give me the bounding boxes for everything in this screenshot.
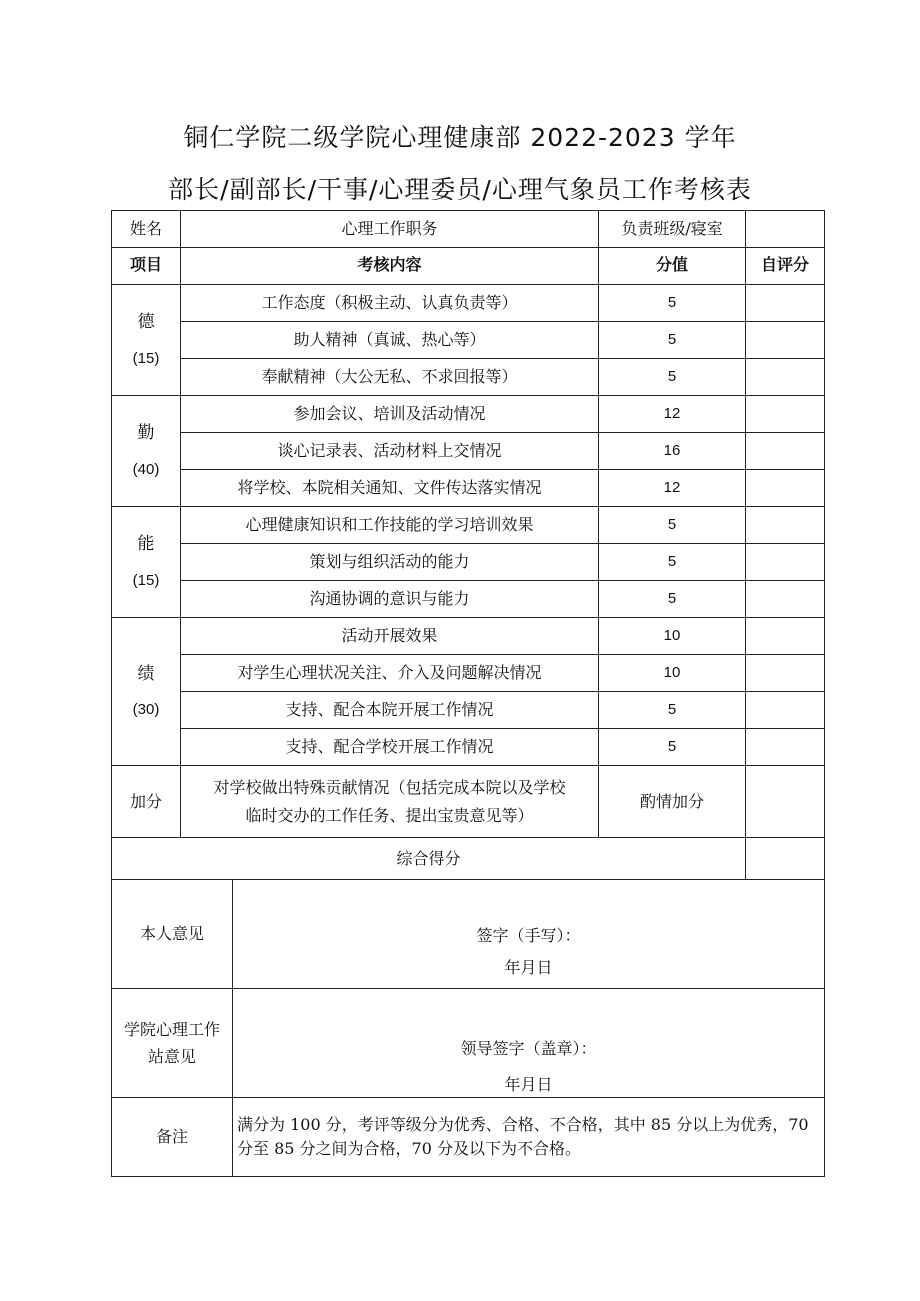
assessment-item: 活动开展效果 (181, 618, 599, 655)
category-name: 绩 (137, 663, 155, 684)
total-score-cell[interactable] (746, 838, 825, 880)
self-opinion-field[interactable] (233, 880, 825, 989)
header-score: 分值 (599, 248, 746, 285)
self-sign-label: 签字（手写）： (476, 926, 581, 945)
self-score-cell[interactable] (746, 322, 825, 359)
self-score-cell[interactable] (746, 507, 825, 544)
item-score: 5 (599, 359, 746, 396)
class-dorm-label: 负责班级/寝室 (599, 211, 746, 248)
item-score: 5 (599, 285, 746, 322)
category-weight: (15) (132, 349, 160, 367)
item-score: 16 (599, 433, 746, 470)
self-score-cell[interactable] (746, 655, 825, 692)
assessment-item: 参加会议、培训及活动情况 (181, 396, 599, 433)
name-label: 姓名 (112, 211, 181, 248)
self-score-cell[interactable] (746, 359, 825, 396)
position-label: 心理工作职务 (181, 211, 599, 248)
leader-sign-label: 领导签字（盖章）： (460, 1039, 597, 1058)
assessment-item: 支持、配合本院开展工作情况 (181, 692, 599, 729)
self-score-cell[interactable] (746, 433, 825, 470)
item-score: 5 (599, 322, 746, 359)
form-title-line2: 部长/副部长/干事/心理委员/心理气象员工作考核表 (168, 175, 752, 204)
category-qin (112, 396, 181, 507)
assessment-item: 将学校、本院相关通知、文件传达落实情况 (181, 470, 599, 507)
category-weight: (40) (132, 460, 160, 478)
station-opinion-label (112, 989, 233, 1098)
total-score-label: 综合得分 (112, 838, 746, 880)
remarks-label: 备注 (112, 1098, 233, 1177)
category-name: 德 (137, 312, 155, 333)
self-score-cell[interactable] (746, 544, 825, 581)
leader-sign-date: 年月日 (504, 1075, 553, 1094)
bonus-line2: 临时交办的工作任务、提出宝贵意见等） (245, 805, 534, 825)
header-self-score: 自评分 (746, 248, 825, 285)
assessment-item: 谈心记录表、活动材料上交情况 (181, 433, 599, 470)
category-name: 勤 (137, 423, 155, 444)
assessment-item: 对学生心理状况关注、介入及问题解决情况 (181, 655, 599, 692)
self-sign-date: 年月日 (504, 958, 553, 977)
self-score-cell[interactable] (746, 396, 825, 433)
category-neng (112, 507, 181, 618)
self-score-cell[interactable] (746, 285, 825, 322)
assessment-item: 工作态度（积极主动、认真负责等） (181, 285, 599, 322)
self-score-cell[interactable] (746, 618, 825, 655)
bonus-description (181, 766, 599, 838)
item-score: 10 (599, 655, 746, 692)
form-title-line1: 铜仁学院二级学院心理健康部 2022-2023 学年 (183, 123, 737, 152)
header-content: 考核内容 (181, 248, 599, 285)
bonus-line1: 对学校做出特殊贡献情况（包括完成本院以及学校 (213, 778, 566, 798)
self-score-cell[interactable] (746, 470, 825, 507)
assessment-table (111, 210, 825, 1177)
item-score: 12 (599, 396, 746, 433)
item-score: 5 (599, 581, 746, 618)
category-de (112, 285, 181, 396)
item-score: 5 (599, 729, 746, 766)
item-score: 10 (599, 618, 746, 655)
header-item: 项目 (112, 248, 181, 285)
bonus-score: 酌情加分 (599, 766, 746, 838)
item-score: 5 (599, 507, 746, 544)
station-label-line2: 站意见 (147, 1047, 196, 1066)
remarks-text: 满分为 100 分，考评等级分为优秀、合格、不合格，其中 85 分以上为优秀，70 分至 85 分之间为合格，70 分及以下为不合格。 (233, 1098, 825, 1177)
self-score-cell[interactable] (746, 692, 825, 729)
self-opinion-label: 本人意见 (112, 880, 233, 989)
assessment-item: 沟通协调的意识与能力 (181, 581, 599, 618)
class-dorm-field[interactable] (746, 211, 825, 248)
category-weight: (15) (132, 571, 160, 589)
bonus-label: 加分 (112, 766, 181, 838)
assessment-item: 策划与组织活动的能力 (181, 544, 599, 581)
assessment-item: 支持、配合学校开展工作情况 (181, 729, 599, 766)
assessment-item: 奉献精神（大公无私、不求回报等） (181, 359, 599, 396)
item-score: 5 (599, 692, 746, 729)
category-weight: (30) (132, 701, 160, 719)
assessment-item: 心理健康知识和工作技能的学习培训效果 (181, 507, 599, 544)
item-score: 5 (599, 544, 746, 581)
self-score-cell[interactable] (746, 729, 825, 766)
assessment-item: 助人精神（真诚、热心等） (181, 322, 599, 359)
bonus-self-score-cell[interactable] (746, 766, 825, 838)
item-score: 12 (599, 470, 746, 507)
station-opinion-field[interactable] (233, 989, 825, 1098)
category-name: 能 (137, 534, 155, 555)
category-ji (112, 618, 181, 766)
station-label-line1: 学院心理工作 (123, 1019, 220, 1039)
self-score-cell[interactable] (746, 581, 825, 618)
